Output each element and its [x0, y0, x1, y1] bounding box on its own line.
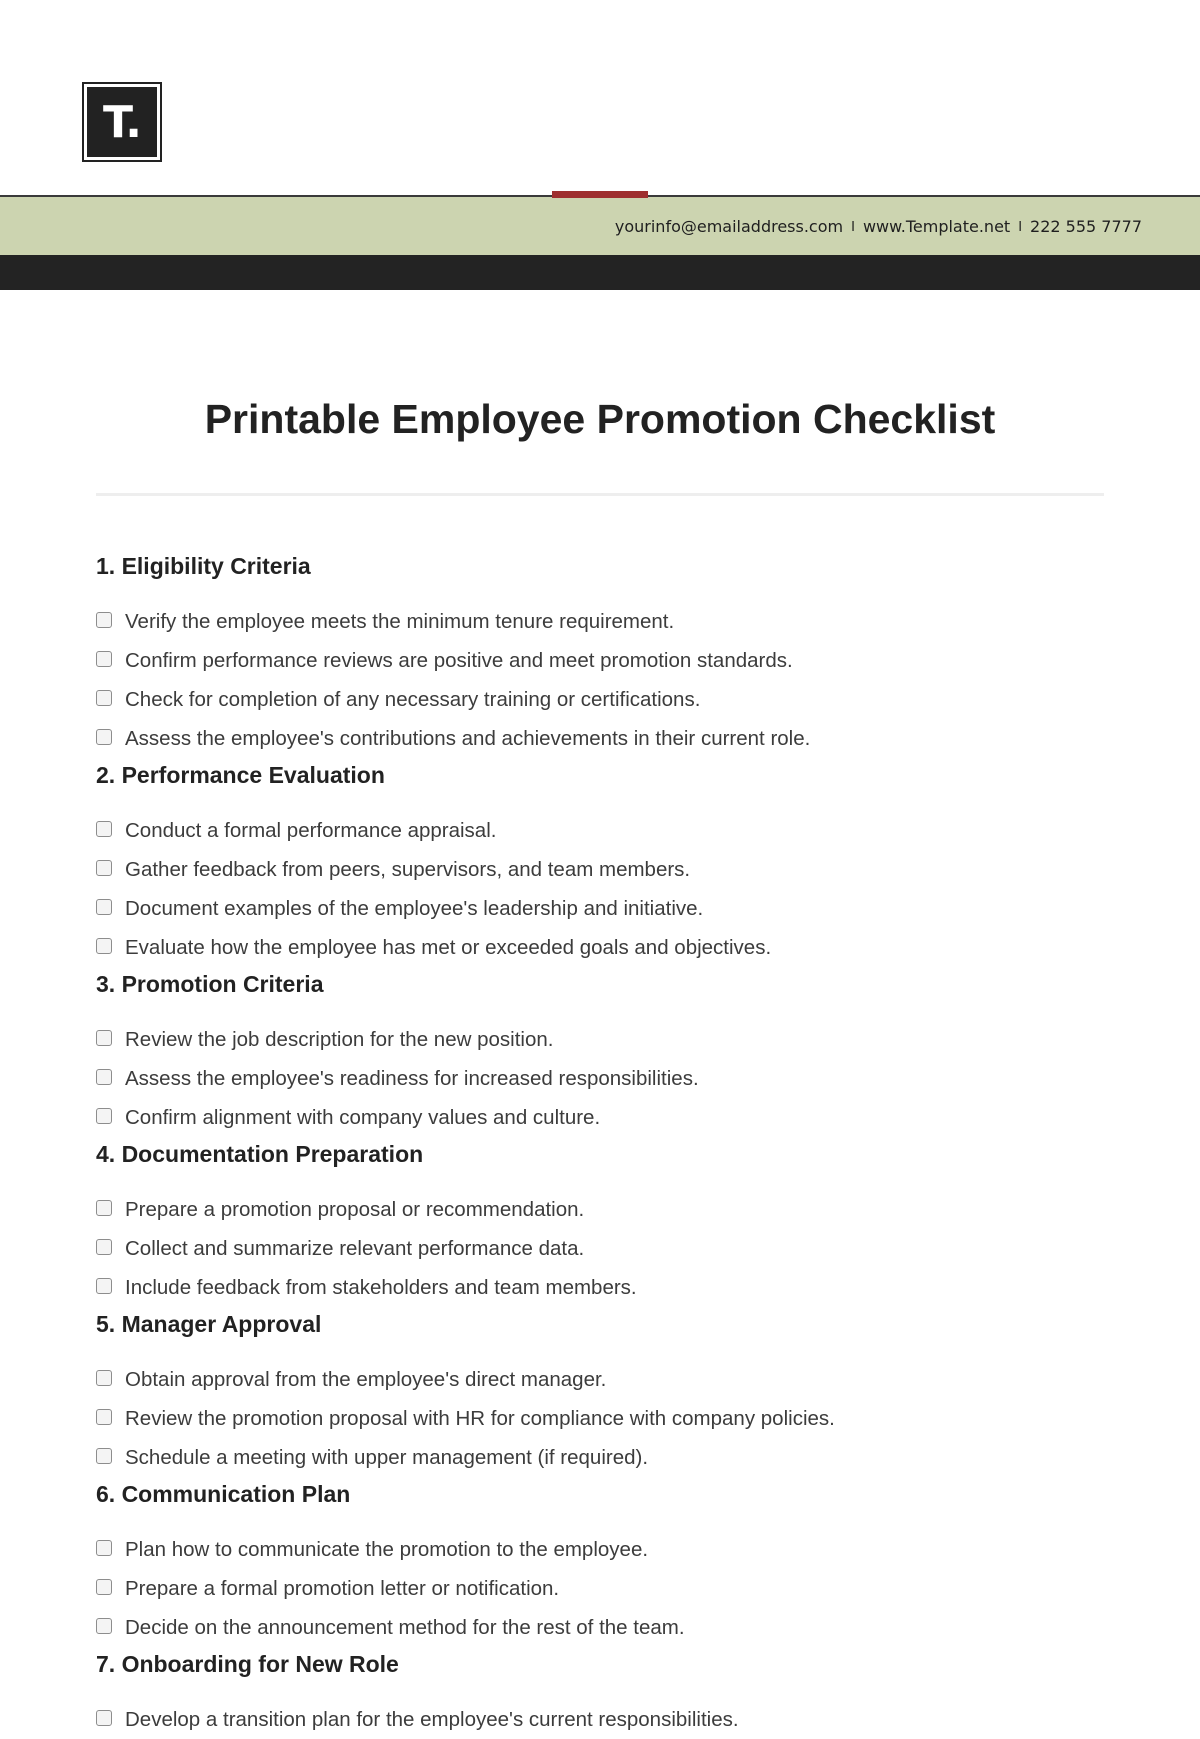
checklist-item-text: Prepare a promotion proposal or recommendation. [125, 1197, 585, 1221]
checklist-item[interactable] [96, 1569, 1106, 1608]
checklist-item[interactable] [96, 1229, 1106, 1268]
company-logo [82, 82, 162, 162]
checklist-item[interactable] [96, 719, 1106, 758]
checkbox[interactable] [96, 690, 112, 706]
checkbox[interactable] [96, 1370, 112, 1386]
checklist-item[interactable] [96, 1020, 1106, 1059]
checkbox[interactable] [96, 651, 112, 667]
section-manager-approval [96, 1307, 1106, 1477]
checkbox[interactable] [96, 1108, 112, 1124]
checkbox[interactable] [96, 612, 112, 628]
page-title: Printable Employee Promotion Checklist [204, 396, 996, 442]
checklist-item[interactable] [96, 1098, 1106, 1137]
checklist-item[interactable] [96, 928, 1106, 967]
checkbox[interactable] [96, 860, 112, 876]
header-dark-band [0, 255, 1200, 290]
logo-mark: T. [87, 87, 157, 157]
checklist-item-text: Assess the employee's readiness for increased responsibilities. [125, 1066, 699, 1090]
checklist-item-text: Plan how to communicate the promotion to the employee. [125, 1537, 649, 1561]
checklist-item-text: Prepare a formal promotion letter or notification. [125, 1576, 560, 1600]
checklist-item[interactable] [96, 641, 1106, 680]
checklist-item-text: Schedule a meeting with upper management (if required). [125, 1445, 649, 1469]
checklist-item-text: Review the promotion proposal with HR for compliance with company policies. [125, 1406, 835, 1430]
checklist-item-text: Decide on the announcement method for the rest of the team. [125, 1615, 685, 1639]
checkbox[interactable] [96, 1030, 112, 1046]
checklist-item[interactable] [96, 680, 1106, 719]
checklist-item-text: Conduct a formal performance appraisal. [125, 818, 497, 842]
checkbox[interactable] [96, 1069, 112, 1085]
checklist-item[interactable] [96, 1438, 1106, 1477]
accent-bar [552, 191, 648, 198]
checklist-item[interactable] [96, 1059, 1106, 1098]
contact-phone: 222 555 7777 [1030, 217, 1142, 236]
checklist-item[interactable] [96, 811, 1106, 850]
checklist-item-text: Document examples of the employee's leadership and initiative. [125, 896, 704, 920]
checkbox[interactable] [96, 1239, 112, 1255]
contact-email: yourinfo@emailaddress.com [614, 217, 844, 236]
section-onboarding-new-role [96, 1647, 1106, 1739]
checkbox[interactable] [96, 821, 112, 837]
checklist-item-text: Confirm performance reviews are positive and meet promotion standards. [125, 648, 793, 672]
section-heading: 4. Documentation Preparation [96, 1141, 424, 1167]
section-heading: 6. Communication Plan [96, 1481, 351, 1507]
section-communication-plan [96, 1477, 1106, 1647]
checklist-item-text: Include feedback from stakeholders and team members. [125, 1275, 637, 1299]
contact-info [615, 217, 1142, 236]
checklist-item-text: Develop a transition plan for the employee's current responsibilities. [125, 1707, 739, 1731]
checklist-item-text: Collect and summarize relevant performance data. [125, 1236, 585, 1260]
checkbox[interactable] [96, 1540, 112, 1556]
checkbox[interactable] [96, 1448, 112, 1464]
checklist-item[interactable] [96, 1399, 1106, 1438]
checklist-item[interactable] [96, 1190, 1106, 1229]
checkbox[interactable] [96, 1579, 112, 1595]
checklist-item[interactable] [96, 1608, 1106, 1647]
checkbox[interactable] [96, 1278, 112, 1294]
checkbox[interactable] [96, 938, 112, 954]
checkbox[interactable] [96, 1618, 112, 1634]
checklist-item-text: Obtain approval from the employee's direct manager. [125, 1367, 607, 1391]
checklist-item[interactable] [96, 1530, 1106, 1569]
section-performance-evaluation [96, 758, 1106, 967]
title-divider [96, 493, 1104, 496]
checkbox[interactable] [96, 899, 112, 915]
contact-website: www.Template.net [862, 217, 1011, 236]
section-documentation-preparation [96, 1137, 1106, 1307]
checklist-item[interactable] [96, 850, 1106, 889]
section-eligibility-criteria [96, 549, 1106, 758]
checkbox[interactable] [96, 1409, 112, 1425]
checklist-item[interactable] [96, 602, 1106, 641]
checklist-item-text: Check for completion of any necessary training or certifications. [125, 687, 701, 711]
checkbox[interactable] [96, 1710, 112, 1726]
checklist-item-text: Confirm alignment with company values and culture. [125, 1105, 601, 1129]
checklist-item-text: Verify the employee meets the minimum tenure requirement. [125, 609, 675, 633]
checkbox[interactable] [96, 729, 112, 745]
section-promotion-criteria [96, 967, 1106, 1137]
checklist [96, 549, 1106, 1739]
section-heading: 2. Performance Evaluation [96, 762, 385, 788]
checklist-item[interactable] [96, 1700, 1106, 1739]
checklist-item[interactable] [96, 1360, 1106, 1399]
checklist-item[interactable] [96, 1268, 1106, 1307]
section-heading: 1. Eligibility Criteria [96, 553, 311, 579]
section-heading: 3. Promotion Criteria [96, 971, 324, 997]
contact-separator: I [1018, 220, 1023, 235]
section-heading: 7. Onboarding for New Role [96, 1651, 399, 1677]
checklist-item-text: Assess the employee's contributions and achievements in their current role. [125, 726, 811, 750]
checklist-item-text: Evaluate how the employee has met or exceeded goals and objectives. [125, 935, 772, 959]
checklist-item[interactable] [96, 889, 1106, 928]
contact-separator: I [851, 220, 855, 235]
checklist-item-text: Gather feedback from peers, supervisors, and team members. [125, 857, 691, 881]
checklist-item-text: Review the job description for the new position. [125, 1027, 554, 1051]
section-heading: 5. Manager Approval [96, 1311, 322, 1337]
checkbox[interactable] [96, 1200, 112, 1216]
